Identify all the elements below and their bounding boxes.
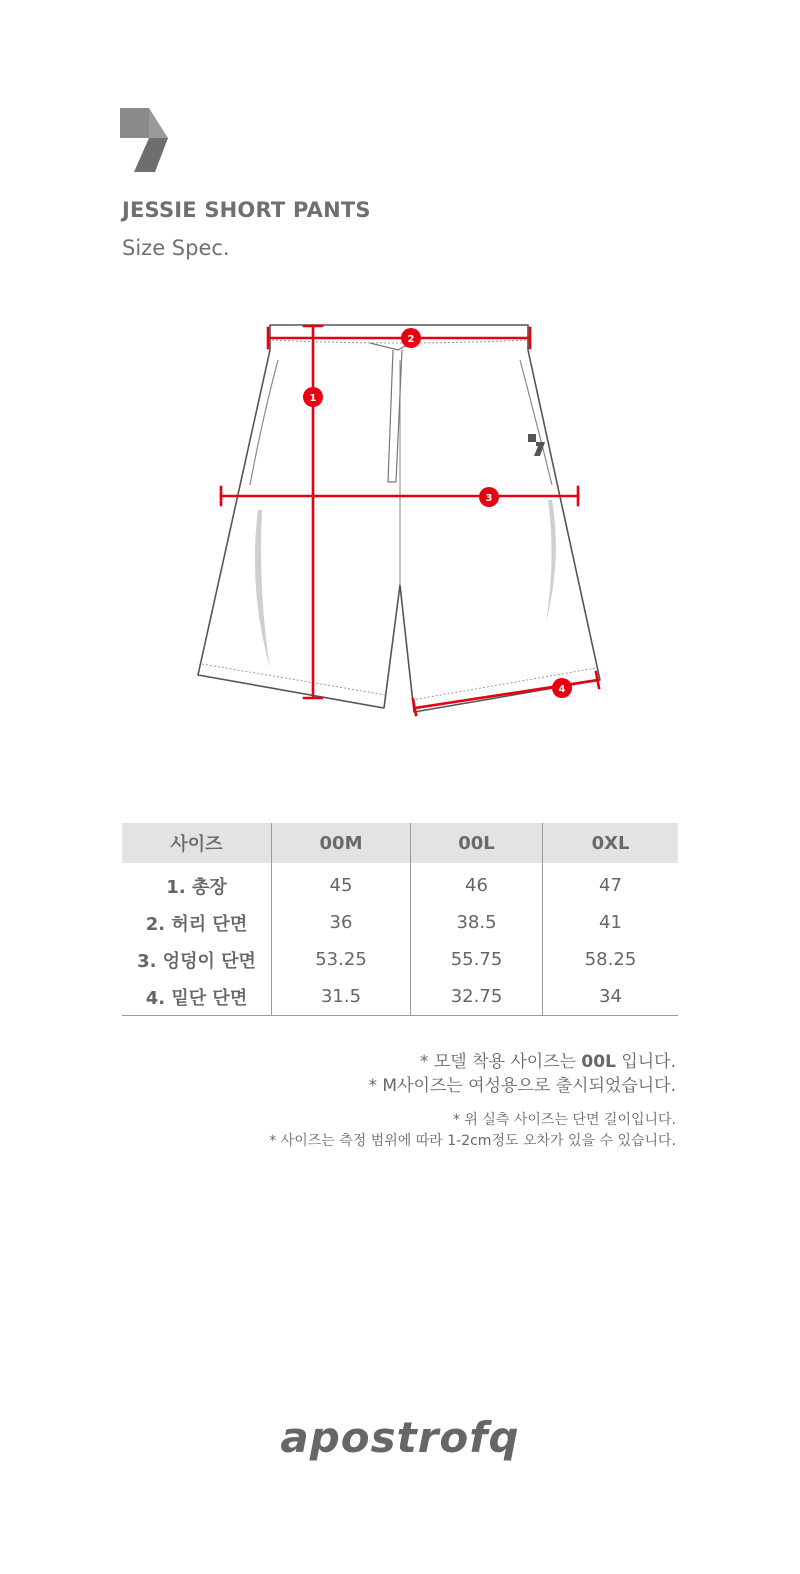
header-00l: 00L (411, 823, 543, 863)
header-0xl: 0XL (543, 823, 679, 863)
header-size: 사이즈 (122, 823, 272, 863)
shorts-measurement-diagram (190, 310, 610, 725)
table-cell: 46 (411, 863, 543, 904)
table-cell: 53.25 (272, 941, 411, 978)
size-table (122, 823, 678, 1016)
row-label: 1. 총장 (166, 876, 227, 898)
table-row (122, 863, 678, 904)
svg-text:4: 4 (558, 684, 566, 695)
table-cell: 36 (272, 904, 411, 941)
table-row (122, 941, 678, 978)
row-label: 2. 허리 단면 (145, 913, 248, 935)
row-label: 3. 엉덩이 단면 (137, 950, 256, 972)
table-cell: 47 (543, 863, 679, 904)
table-cell: 31.5 (272, 978, 411, 1016)
brand-logo: apostrofq (280, 1413, 520, 1462)
table-cell: 38.5 (411, 904, 543, 941)
table-cell: 58.25 (543, 941, 679, 978)
apostrophe-logo-icon (120, 108, 170, 172)
header-00m: 00M (272, 823, 411, 863)
size-spec-subtitle: Size Spec. (122, 236, 230, 260)
measure-marker-2 (401, 328, 421, 348)
note-women-size: * M사이즈는 여성용으로 출시되었습니다. (368, 1076, 676, 1096)
table-row (122, 978, 678, 1016)
table-header-row (122, 823, 678, 863)
measure-marker-1 (303, 387, 323, 407)
table-row (122, 904, 678, 941)
note-model-size: * 모델 착용 사이즈는 00L 입니다. (419, 1052, 676, 1072)
table-cell: 32.75 (411, 978, 543, 1016)
product-title: JESSIE SHORT PANTS (122, 198, 371, 222)
svg-text:3: 3 (485, 493, 493, 504)
size-notes (269, 1050, 676, 1152)
note-measurement: * 위 실측 사이즈는 단면 길이입니다. (452, 1112, 676, 1128)
table-cell: 55.75 (411, 941, 543, 978)
note-model-size-value: 00L (581, 1052, 616, 1072)
measure-marker-4 (552, 678, 572, 698)
table-cell: 45 (272, 863, 411, 904)
note-tolerance: * 사이즈는 측정 범위에 따라 1-2cm정도 오차가 있을 수 있습니다. (269, 1133, 676, 1149)
measure-marker-3 (479, 487, 499, 507)
table-cell: 34 (543, 978, 679, 1016)
svg-text:1: 1 (309, 393, 317, 404)
svg-text:2: 2 (407, 334, 415, 345)
table-cell: 41 (543, 904, 679, 941)
row-label: 4. 밑단 단면 (122, 978, 272, 1016)
